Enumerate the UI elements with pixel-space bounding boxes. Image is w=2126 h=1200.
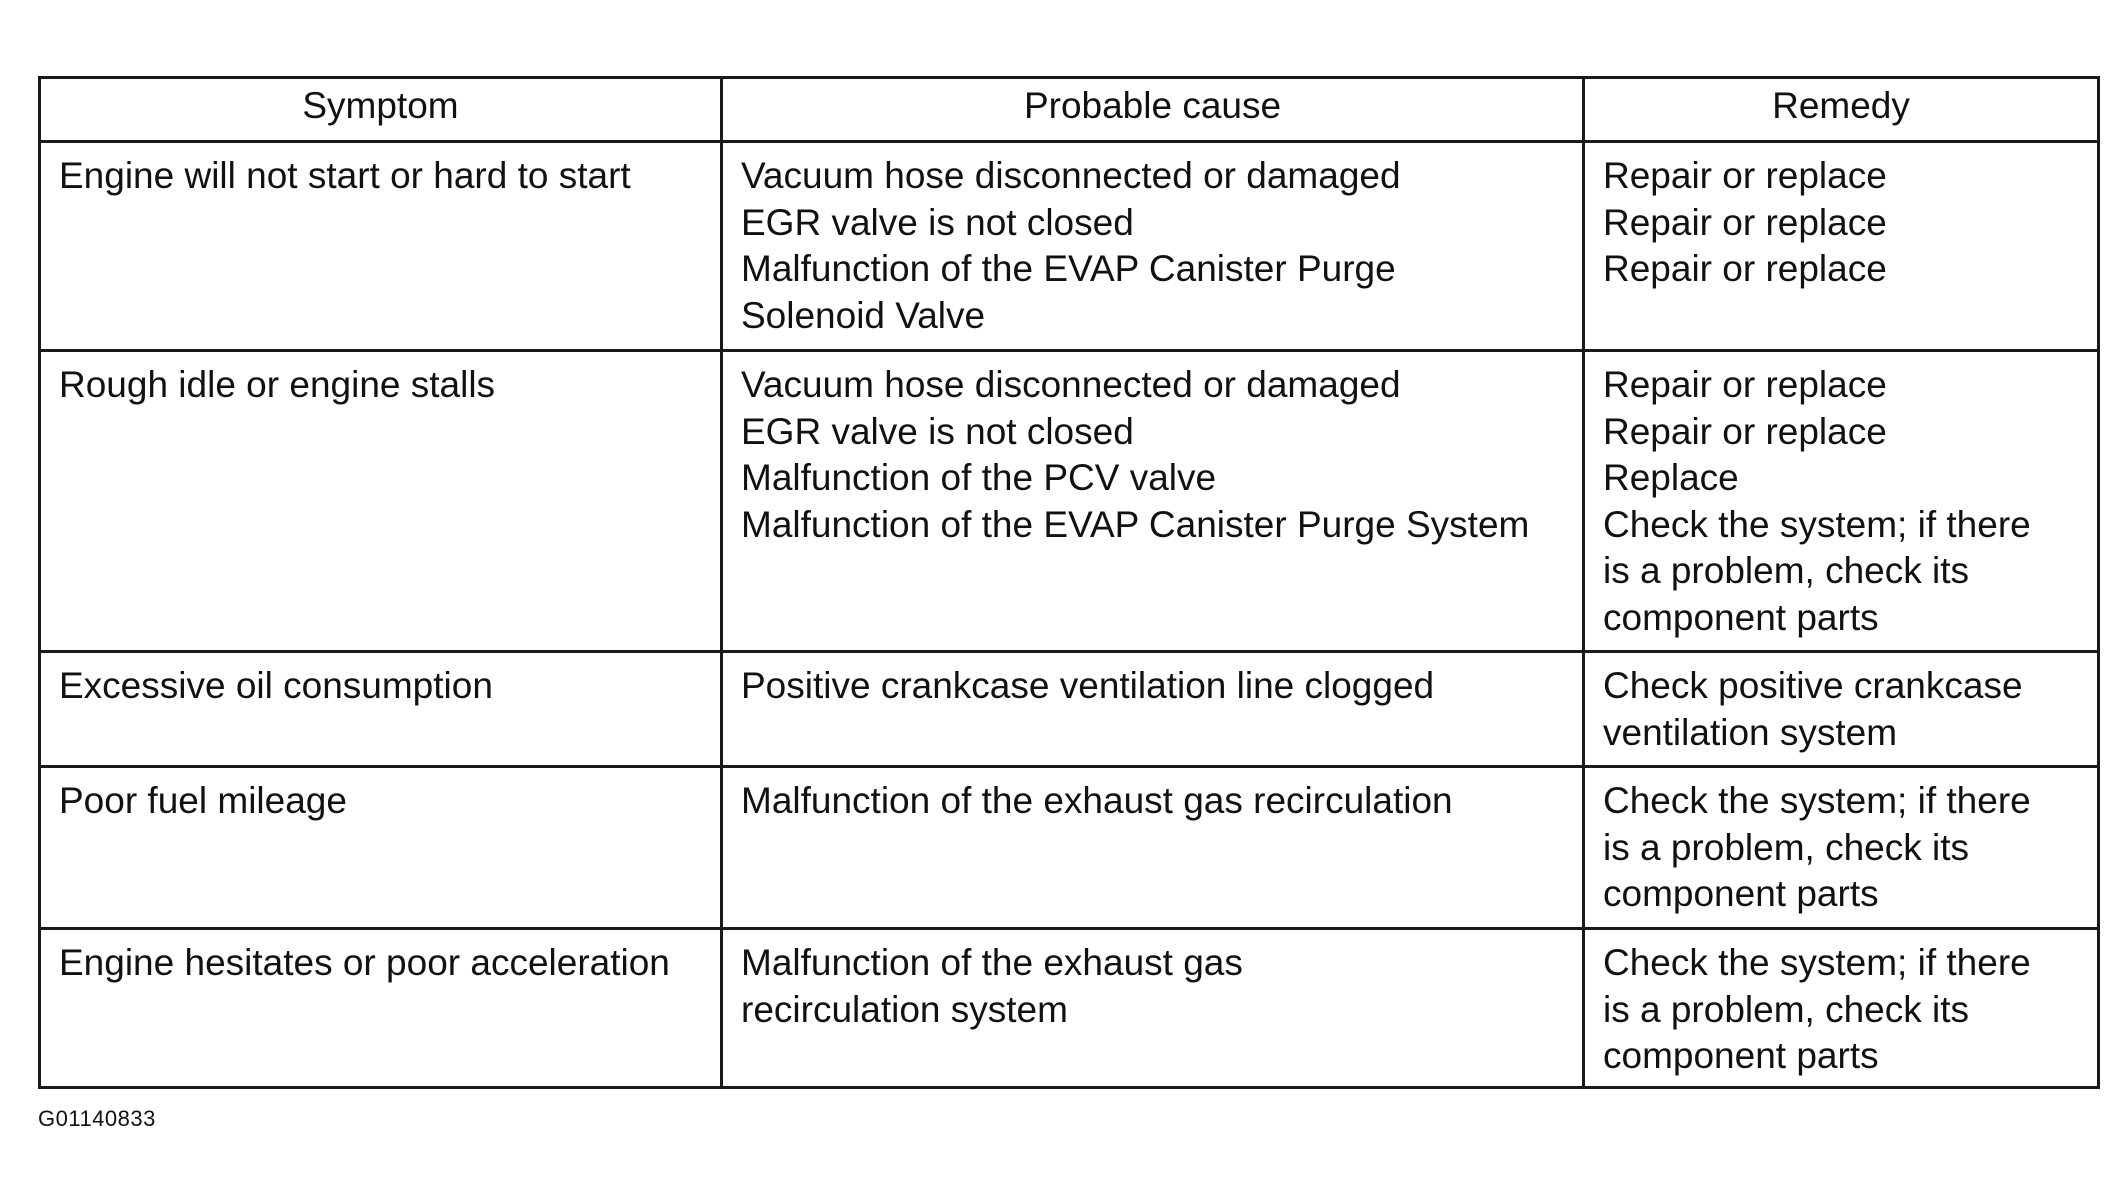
remedy-line: Repair or replace: [1603, 410, 1887, 452]
symptom-text: Rough idle or engine stalls: [59, 364, 496, 405]
table-header-row: [40, 78, 2099, 142]
header-probable-cause: Probable cause: [722, 78, 1584, 142]
symptom-text: Engine will not start or hard to start: [59, 155, 631, 196]
remedy-line: Check positive crankcase: [1603, 665, 2023, 706]
remedy-cell: [1584, 929, 2099, 1088]
cause-line: Vacuum hose disconnected or damaged: [741, 155, 1401, 196]
remedy-cell: [1584, 142, 2099, 351]
table-row: [40, 142, 2099, 351]
cause-cell: [722, 652, 1584, 767]
remedy-line: is a problem, check its: [1603, 550, 1970, 591]
cause-cell: [722, 767, 1584, 929]
cause-line: Malfunction of the EVAP Canister Purge: [741, 248, 1396, 289]
cause-cell: [722, 351, 1584, 652]
remedy-line: component parts: [1603, 596, 1879, 638]
remedy-line: Repair or replace: [1603, 364, 1887, 405]
symptom-cell: [40, 142, 722, 351]
table-row: [40, 652, 2099, 767]
troubleshooting-table: [38, 76, 2100, 1089]
cause-cell: [722, 142, 1584, 351]
cause-line: Malfunction of the exhaust gas recirculation: [741, 780, 1453, 821]
cause-cell: [722, 929, 1584, 1088]
cause-line: Solenoid Valve: [741, 294, 986, 336]
remedy-line: component parts: [1603, 873, 1879, 914]
remedy-line: Check the system; if there: [1603, 942, 2031, 983]
table-row: [40, 767, 2099, 929]
cause-line: EGR valve is not closed: [741, 201, 1134, 243]
remedy-line: Check the system; if there: [1603, 780, 2031, 821]
symptom-text: Poor fuel mileage: [59, 780, 347, 821]
symptom-cell: [40, 652, 722, 767]
remedy-cell: [1584, 767, 2099, 929]
header-remedy: Remedy: [1584, 78, 2099, 142]
figure-id-label: G01140833: [38, 1106, 156, 1131]
cause-line: Malfunction of the PCV valve: [741, 457, 1217, 498]
cause-line: recirculation system: [741, 988, 1068, 1030]
remedy-cell: [1584, 351, 2099, 652]
table-row: [40, 351, 2099, 652]
cause-line: EGR valve is not closed: [741, 410, 1134, 452]
header-symptom: Symptom: [40, 78, 722, 142]
symptom-text: Engine hesitates or poor acceleration: [59, 942, 670, 983]
remedy-line: Repair or replace: [1603, 155, 1887, 196]
symptom-cell: [40, 929, 722, 1088]
symptom-text: Excessive oil consumption: [59, 665, 493, 706]
symptom-cell: [40, 767, 722, 929]
cause-line: Vacuum hose disconnected or damaged: [741, 364, 1401, 405]
remedy-line: is a problem, check its: [1603, 826, 1970, 868]
symptom-cell: [40, 351, 722, 652]
remedy-line: is a problem, check its: [1603, 988, 1970, 1030]
remedy-line: ventilation system: [1603, 711, 1898, 753]
remedy-line: Replace: [1603, 457, 1739, 498]
remedy-line: Check the system; if there: [1603, 503, 2031, 545]
table-row: [40, 929, 2099, 1088]
cause-line: Malfunction of the EVAP Canister Purge System: [741, 503, 1530, 545]
remedy-line: component parts: [1603, 1035, 1879, 1076]
remedy-line: Repair or replace: [1603, 201, 1887, 243]
remedy-line: Repair or replace: [1603, 248, 1887, 289]
cause-line: Malfunction of the exhaust gas: [741, 942, 1243, 983]
remedy-cell: [1584, 652, 2099, 767]
cause-line: Positive crankcase ventilation line clogged: [741, 665, 1435, 706]
